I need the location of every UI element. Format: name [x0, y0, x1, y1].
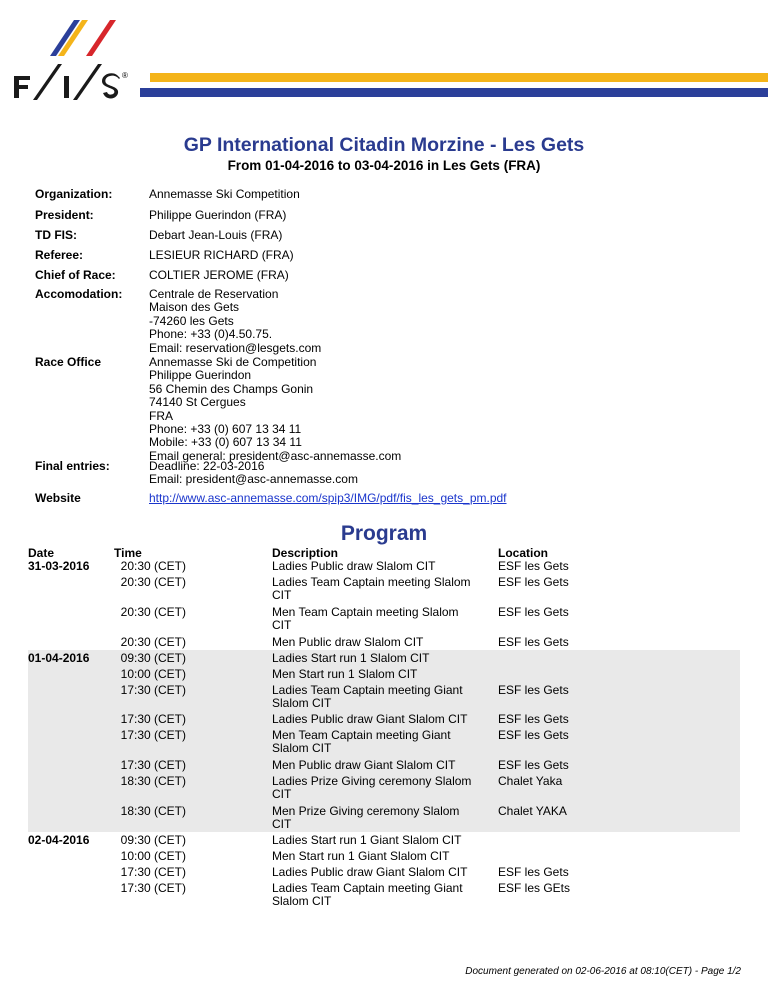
row-desc: Ladies Public draw Giant Slalom CIT — [272, 865, 468, 879]
col-header-location: Location — [498, 546, 548, 560]
row-desc: Ladies Public draw Giant Slalom CIT — [272, 712, 468, 726]
page-footer: Document generated on 02-06-2016 at 08:10(CET) - Page 1/2 — [465, 966, 741, 977]
row-location: Chalet Yaka — [498, 774, 563, 788]
row-desc: Ladies Team Captain meeting Giant — [272, 881, 463, 895]
row-time: 17:30 (CET) — [120, 712, 186, 726]
info-value: Annemasse Ski Competition — [149, 187, 300, 201]
row-location: ESF les Gets — [498, 635, 569, 649]
row-time: 20:30 (CET) — [120, 575, 186, 589]
row-date: 01-04-2016 — [28, 651, 90, 665]
info-value-line: Maison des Gets — [149, 300, 240, 315]
info-label: TD FIS: — [35, 228, 77, 242]
info-label: Referee: — [35, 248, 84, 262]
row-desc: Men Team Captain meeting Slalom — [272, 605, 459, 619]
row-time: 18:30 (CET) — [120, 774, 186, 788]
fis-letter-i — [64, 76, 69, 98]
col-header-description: Description — [272, 546, 339, 560]
row-time: 09:30 (CET) — [120, 651, 186, 665]
event-subtitle: From 01-04-2016 to 03-04-2016 in Les Gets (FRA) — [227, 158, 541, 173]
info-label: Final entries: — [35, 459, 110, 473]
row-time: 10:00 (CET) — [120, 849, 186, 863]
row-location: ESF les Gets — [498, 728, 569, 742]
fis-letter-s — [102, 73, 120, 98]
row-time: 17:30 (CET) — [120, 758, 186, 772]
info-value-line: -74260 les Gets — [149, 313, 234, 328]
info-label: Accomodation: — [35, 287, 123, 301]
info-value-line: 74140 St Cergues — [149, 395, 246, 410]
fis-letter-f — [14, 76, 30, 98]
row-location: Chalet YAKA — [498, 804, 567, 818]
row-location: ESF les Gets — [498, 605, 569, 619]
info-value-line: Philippe Guerindon — [149, 368, 252, 383]
info-label: Organization: — [35, 187, 113, 201]
row-time: 20:30 (CET) — [120, 635, 186, 649]
info-value-line: FRA — [149, 408, 173, 423]
row-desc: CIT — [272, 787, 292, 802]
row-time: 17:30 (CET) — [120, 683, 186, 697]
row-time: 09:30 (CET) — [120, 833, 186, 847]
row-desc: Slalom CIT — [272, 894, 332, 909]
fis-logo — [14, 14, 132, 102]
row-location: ESF les Gets — [498, 575, 569, 589]
info-value: COLTIER JEROME (FRA) — [149, 268, 289, 282]
info-value-line: Email: reservation@lesgets.com — [149, 340, 322, 355]
row-desc: Men Public draw Slalom CIT — [272, 635, 424, 649]
header-stripe-blue — [140, 88, 768, 97]
row-location: ESF les Gets — [498, 865, 569, 879]
info-value-line: Deadline: 22-03-2016 — [149, 459, 265, 473]
info-label: Website — [35, 491, 81, 505]
row-time: 20:30 (CET) — [120, 559, 186, 573]
fis-accent-red-2 — [86, 20, 116, 56]
info-value: Debart Jean-Louis (FRA) — [149, 228, 283, 242]
row-desc: Ladies Prize Giving ceremony Slalom — [272, 774, 472, 788]
website-link[interactable]: http://www.asc-annemasse.com/spip3/IMG/pdf/fis_les_gets_pm.pdf — [149, 491, 507, 505]
registered-mark: ® — [122, 71, 128, 80]
row-location: ESF les GEts — [498, 881, 571, 895]
row-desc: Ladies Public draw Slalom CIT — [272, 559, 436, 573]
row-desc: Ladies Start run 1 Giant Slalom CIT — [272, 833, 462, 847]
row-location: ESF les Gets — [498, 712, 569, 726]
fis-slash-right — [73, 64, 102, 100]
row-time: 17:30 (CET) — [120, 728, 186, 742]
row-location: ESF les Gets — [498, 683, 569, 697]
row-desc: Ladies Team Captain meeting Slalom — [272, 575, 471, 589]
row-desc: Ladies Start run 1 Slalom CIT — [272, 651, 430, 665]
info-value-line: Phone: +33 (0)4.50.75. — [149, 327, 273, 342]
col-header-date: Date — [28, 546, 55, 560]
info-value-line: Email: president@asc-annemasse.com — [149, 472, 358, 487]
info-value-line: Mobile: +33 (0) 607 13 34 11 — [149, 435, 302, 450]
fis-slash-left — [33, 64, 62, 100]
row-desc: CIT — [272, 588, 292, 603]
row-desc: Men Start run 1 Slalom CIT — [272, 667, 418, 681]
row-time: 18:30 (CET) — [120, 804, 186, 818]
header-stripe-yellow — [150, 73, 768, 82]
row-desc: Men Team Captain meeting Giant — [272, 728, 451, 742]
row-desc: Ladies Team Captain meeting Giant — [272, 683, 463, 697]
info-value: LESIEUR RICHARD (FRA) — [149, 248, 294, 262]
row-date: 02-04-2016 — [28, 833, 90, 847]
info-value-line: 56 Chemin des Champs Gonin — [149, 381, 314, 396]
row-time: 20:30 (CET) — [120, 605, 186, 619]
info-value-line: Centrale de Reservation — [149, 287, 279, 301]
row-location: ESF les Gets — [498, 758, 569, 772]
info-value: Philippe Guerindon (FRA) — [149, 208, 287, 222]
row-time: 17:30 (CET) — [120, 865, 186, 879]
program-title: Program — [340, 522, 428, 545]
info-value-line: Phone: +33 (0) 607 13 34 11 — [149, 422, 302, 437]
row-desc: Men Prize Giving ceremony Slalom — [272, 804, 460, 818]
row-date: 31-03-2016 — [28, 559, 90, 573]
row-desc: CIT — [272, 817, 292, 832]
col-header-time: Time — [114, 546, 142, 560]
row-location: ESF les Gets — [498, 559, 569, 573]
row-desc: Men Public draw Giant Slalom CIT — [272, 758, 456, 772]
info-label: Race Office — [35, 355, 102, 369]
info-value-line: Email general: president@asc-annemasse.com — [149, 448, 402, 463]
row-time: 10:00 (CET) — [120, 667, 186, 681]
event-title: GP International Citadin Morzine - Les Gets — [183, 134, 585, 156]
row-desc: Slalom CIT — [272, 741, 332, 756]
row-desc: Men Start run 1 Giant Slalom CIT — [272, 849, 450, 863]
row-time: 17:30 (CET) — [120, 881, 186, 895]
info-label: President: — [35, 208, 94, 222]
info-value-line: Annemasse Ski de Competition — [149, 355, 317, 369]
row-desc: Slalom CIT — [272, 696, 332, 711]
row-desc: CIT — [272, 618, 292, 633]
info-label: Chief of Race: — [35, 268, 116, 282]
